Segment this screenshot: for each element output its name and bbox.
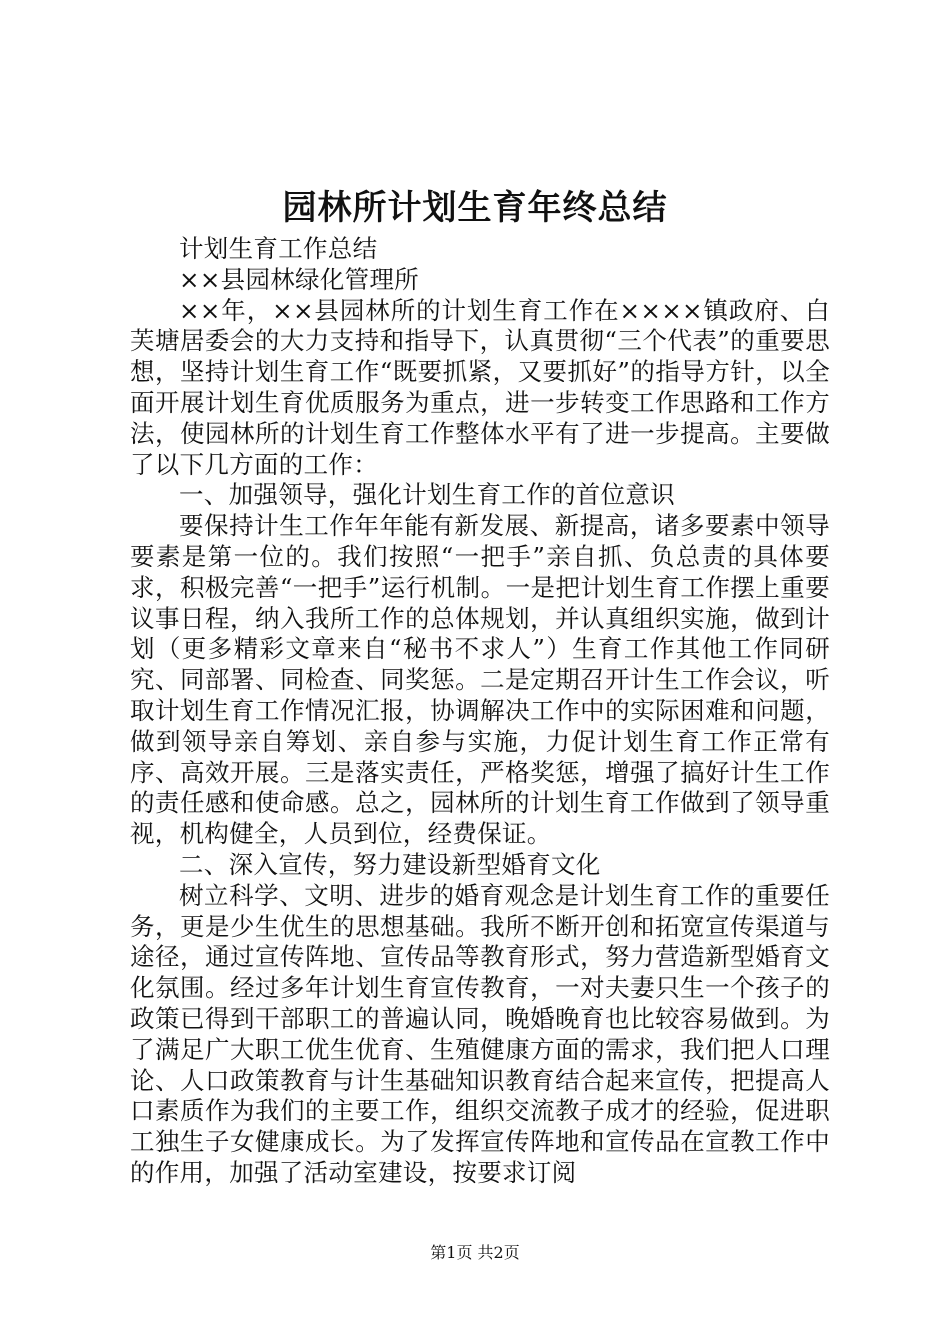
document-body — [130, 234, 830, 1189]
paragraph-intro: ××年，××县园林所的计划生育工作在××××镇政府、白芙塘居委会的大力支持和指导下，认真贯彻“三个代表”的重要思想，坚持计划生育工作“既要抓紧，又要抓好”的指导方针，以全面开展计划生育优质服务为重点，进一步转变工作思路和工作方法，使园林所的计划生育工作整体水平有了进一步提高。主要做了以下几方面的工作： — [130, 295, 830, 479]
paragraph-section-2: 树立科学、文明、进步的婚育观念是计划生育工作的重要任务，更是少生优生的思想基础。我所不断开创和拓宽宣传渠道与途径，通过宣传阵地、宣传品等教育形式，努力营造新型婚育文化氛围。经过多年计划生育宣传教育，一对夫妻只生一个孩子的政策已得到干部职工的普遍认同，晚婚晚育也比较容易做到。为了满足广大职工优生优育、生殖健康方面的需求，我们把人口理论、人口政策教育与计生基础知识教育结合起来宣传，把提高人口素质作为我们的主要工作，组织交流教子成才的经验，促进职工独生子女健康成长。为了发挥宣传阵地和宣传品在宣教工作中的作用，加强了活动室建设，按要求订阅 — [130, 880, 830, 1187]
document-title: 园林所计划生育年终总结 — [282, 188, 668, 228]
paragraph-section-1: 要保持计生工作年年能有新发展、新提高，诸多要素中领导要素是第一位的。我们按照“一把手”亲自抓、负总责的具体要求，积极完善“一把手”运行机制。一是把计划生育工作摆上重要议事日程，纳入我所工作的总体规划，并认真组织实施，做到计划（更多精彩文章来自“秘书不求人”）生育工作其他工作同研究、同部署、同检查、同奖惩。二是定期召开计生工作会议，听取计划生育工作情况汇报，协调解决工作中的实际困难和问题，做到领导亲自筹划、亲自参与实施，力促计划生育工作正常有序、高效开展。三是落实责任，严格奖惩，增强了搞好计生工作的责任感和使命感。总之，园林所的计划生育工作做到了领导重视，机构健全，人员到位，经费保证。 — [130, 511, 830, 849]
section-heading-2: 二、深入宣传，努力建设新型婚育文化 — [179, 849, 601, 879]
paragraph-subtitle: 计划生育工作总结 — [179, 234, 378, 263]
section-heading-1: 一、加强领导，强化计划生育工作的首位意识 — [179, 480, 675, 510]
page-footer: 第1页 共2页 — [430, 1243, 520, 1262]
paragraph-organization: ××县园林绿化管理所 — [179, 264, 420, 294]
